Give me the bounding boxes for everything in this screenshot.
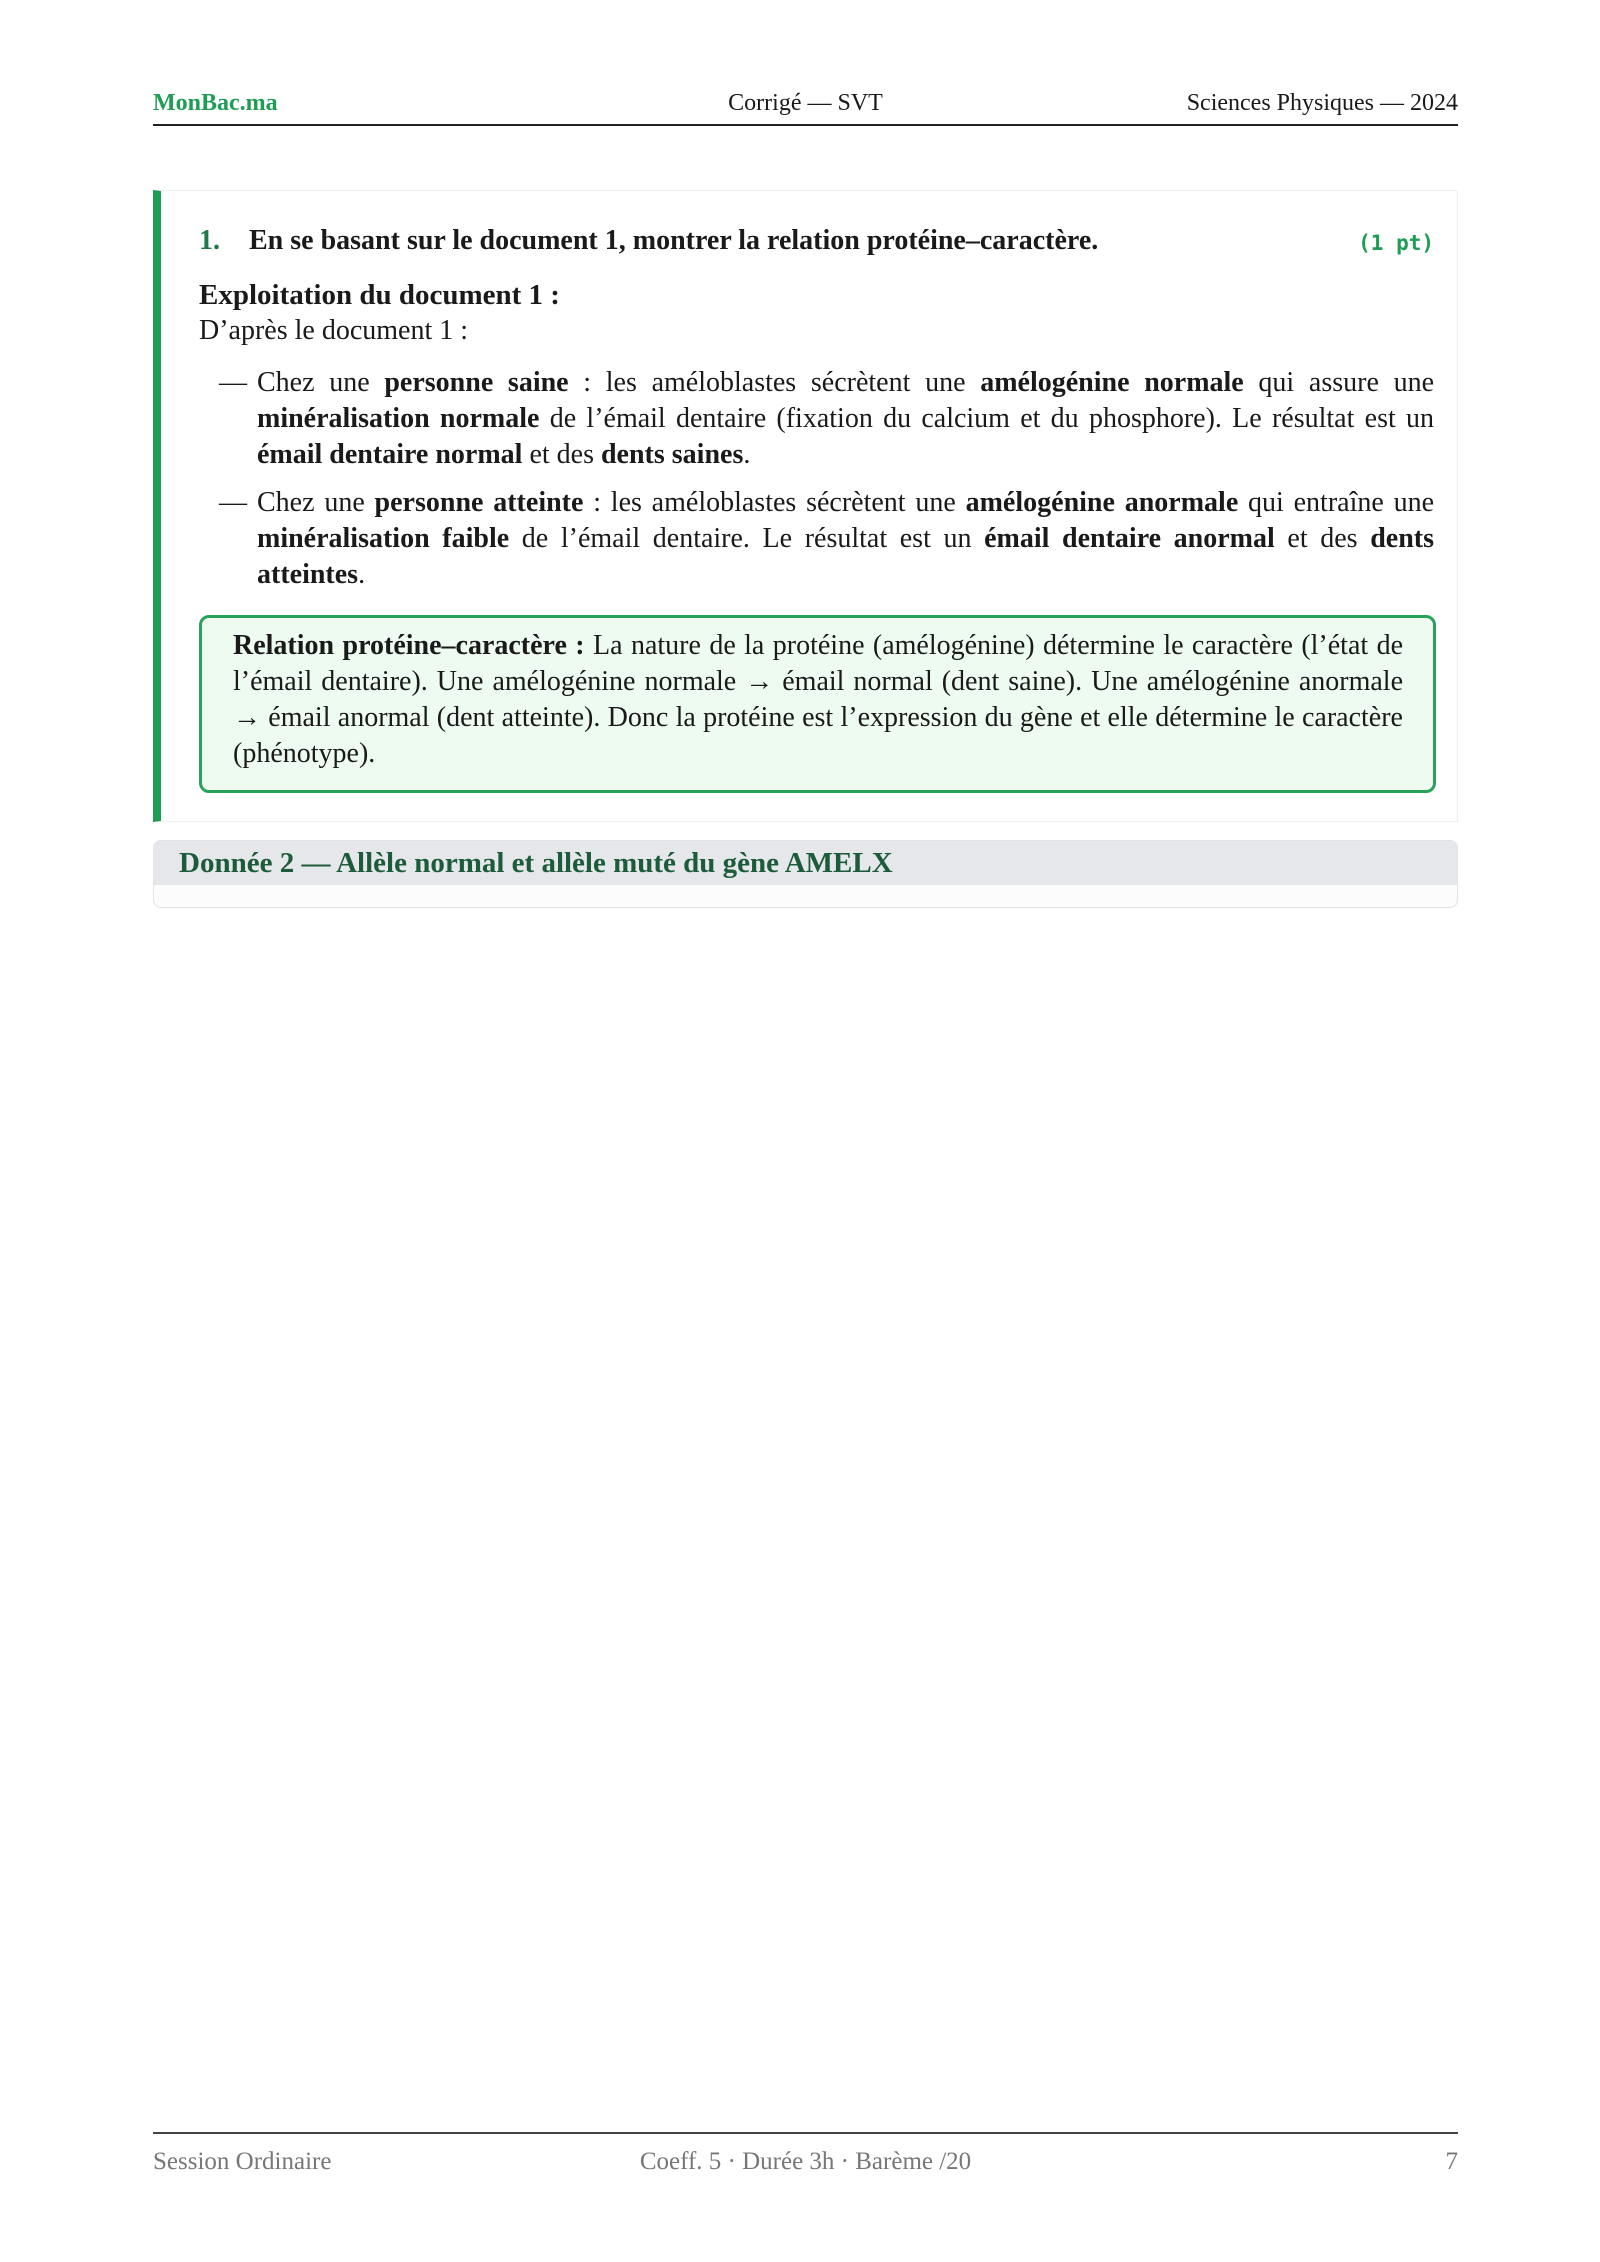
question-text: En se basant sur le document 1, montrer la relation protéine–caractère. xyxy=(249,225,1099,256)
list-item-text: Chez une personne atteinte : les améloblastes sécrètent une amélogénine anormale qui entraîne une minéralisation faible de l’émail dentaire. Le résultat est un émail dentaire anormal et des dents atteintes. xyxy=(257,487,1435,590)
header-exam: Sciences Physiques — 2024 xyxy=(1186,90,1458,116)
footer-details: Coeff. 5 · Durée 3h · Barème /20 xyxy=(639,2148,972,2175)
question-points: (1 pt) xyxy=(1358,231,1434,255)
donnee-title: Donnée 2 — Allèle normal et allèle muté du gène AMELX xyxy=(154,841,1457,885)
page-number: 7 xyxy=(1445,2148,1458,2175)
list-item-text: Chez une personne saine : les améloblastes sécrètent une amélogénine normale qui assure une minéralisation normale de l’émail dentaire (fixation du calcium et du phosphore). Le résultat est un émail dentaire normal et des dents saines. xyxy=(257,367,1435,470)
exploitation-intro: D’après le document 1 : xyxy=(199,315,469,346)
exploitation-title: Exploitation du document 1 : xyxy=(199,279,560,311)
list-item-healthy xyxy=(199,365,1434,473)
page-header xyxy=(153,88,1458,126)
header-subject: Corrigé — SVT xyxy=(728,90,883,116)
brand-logo-text[interactable]: MonBac.ma xyxy=(153,90,278,116)
question-box xyxy=(153,190,1458,822)
question-number: 1. xyxy=(199,225,220,256)
relation-label: Relation protéine–caractère : xyxy=(233,630,585,661)
question-line xyxy=(199,225,1434,261)
footer-session: Session Ordinaire xyxy=(153,2148,332,2175)
relation-text: La nature de la protéine (amélogénine) détermine le caractère (l’état de l’émail dentaire). Une amélogénine normale → émail normal (dent saine). Une amélogénine anormale → émail anormal (dent atteinte). Donc la protéine est l’expression du gène et elle détermine le caractère (phénotype). xyxy=(233,630,1403,769)
relation-box xyxy=(199,615,1436,793)
page-footer xyxy=(153,2132,1458,2174)
donnee-box xyxy=(153,840,1458,908)
dash-marker: — xyxy=(219,367,247,398)
dash-marker: — xyxy=(219,487,247,518)
list-item-affected xyxy=(199,485,1434,593)
